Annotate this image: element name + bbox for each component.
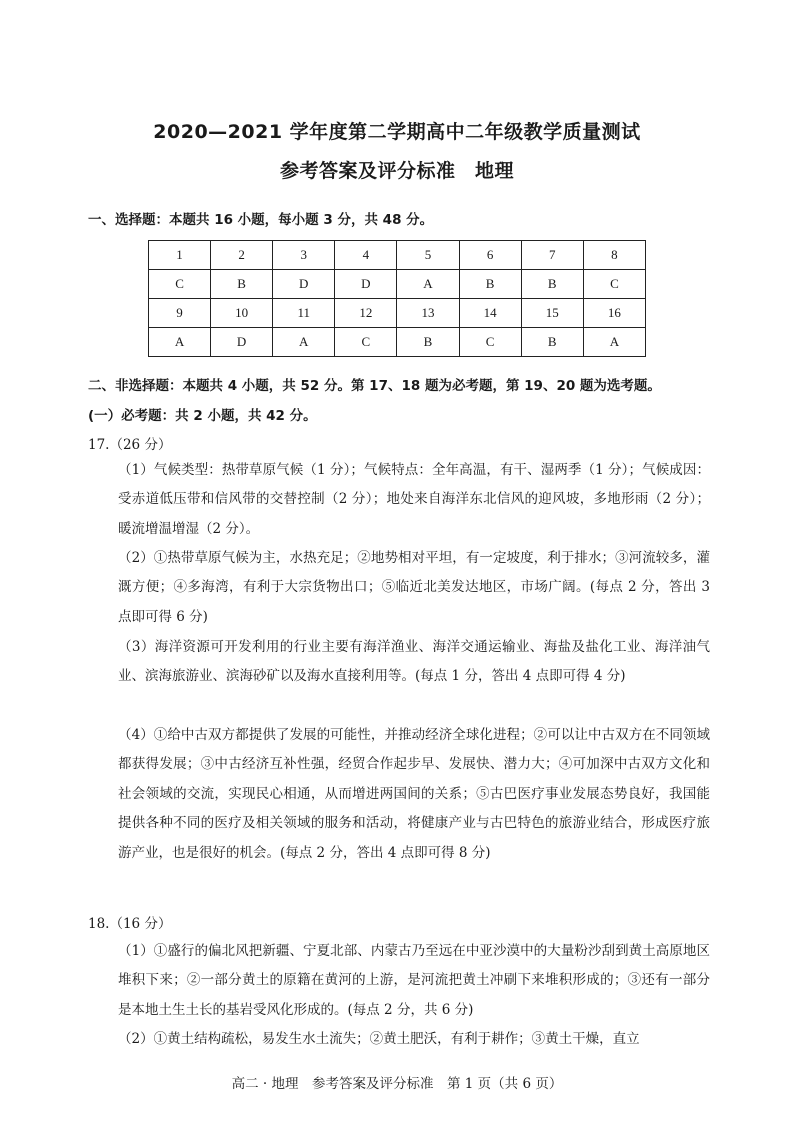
question-number-cell: 13 [397,299,459,328]
answer-cell: D [335,270,397,299]
answer-cell: D [273,270,335,299]
answer-cell: C [459,328,521,357]
answer-cell: A [149,328,211,357]
question-number-cell: 10 [211,299,273,328]
q17-label: 17.（26 分） [88,437,172,453]
q18-label: 18.（16 分） [88,916,172,932]
question-number-cell: 5 [397,241,459,270]
answer-cell: B [459,270,521,299]
question-number-cell: 8 [583,241,645,270]
q17-part3: （3）海洋资源可开发利用的行业主要有海洋渔业、海洋交通运输业、海盐及盐化工业、海洋油气业、滨海旅游业、滨海砂矿以及海水直接利用等。(每点 1 分，答出 4 点即可得 4 分) [118,639,710,685]
document-subtitle: 参考答案及评分标准 地理 [279,160,514,182]
answer-table-row [149,328,646,357]
answer-cell: B [521,328,583,357]
q18-part2: （2）①黄土结构疏松，易发生水土流失；②黄土肥沃，有利于耕作；③黄土干燥，直立 [118,1031,640,1047]
answer-cell: A [397,270,459,299]
q18-part1: （1）①盛行的偏北风把新疆、宁夏北部、内蒙古乃至远在中亚沙漠中的大量粉沙刮到黄土高原地区堆积下来；②一部分黄土的原籍在黄河的上游，是河流把黄土冲刷下来堆积形成的；③还有一部分是本地土生土长的基岩受风化形成的。(每点 2 分，共 6 分) [118,943,710,1018]
question-number-cell: 3 [273,241,335,270]
question-number-cell: 2 [211,241,273,270]
question-number-cell: 11 [273,299,335,328]
document-title: 2020—2021 学年度第二学期高中二年级教学质量测试 [153,121,641,143]
q17-part4: （4）①给中古双方都提供了发展的可能性，并推动经济全球化进程；②可以让中古双方在不同领域都获得发展；③中古经济互补性强，经贸合作起步早、发展快、潜力大；④可加深中古双方文化和社会领域的交流，实现民心相通，从而增进两国间的关系；⑤古巴医疗事业发展态势良好，我国能提供各种不同的医疗及相关领域的服务和活动，将健康产业与古巴特色的旅游业结合，形成医疗旅游产业，也是很好的机会。(每点 2 分，答出 4 点即可得 8 分) [118,727,710,861]
question-number-cell: 6 [459,241,521,270]
question-number-cell: 14 [459,299,521,328]
q17-part2: （2）①热带草原气候为主，水热充足；②地势相对平坦，有一定坡度，利于排水；③河流较多，灌溉方便；④多海湾，有利于大宗货物出口；⑤临近北美发达地区，市场广阔。(每点 2 分，答出 3 点即可得 6 分) [118,550,710,625]
question-number-cell: 7 [521,241,583,270]
answer-table-row [149,241,646,270]
page-footer: 高二 · 地理 参考答案及评分标准 第 1 页（共 6 页） [231,1076,563,1092]
answer-cell: D [211,328,273,357]
answer-cell: B [521,270,583,299]
q17-part1: （1）气候类型：热带草原气候（1 分）；气候特点：全年高温，有干、湿两季（1 分）；气候成因：受赤道低压带和信风带的交替控制（2 分）；地处来自海洋东北信风的迎风坡，多地形雨（2 分）；暖流增温增湿（2 分）。 [118,462,710,537]
question-number-cell: 12 [335,299,397,328]
answer-cell: B [211,270,273,299]
question-number-cell: 9 [149,299,211,328]
required-heading: (一）必考题：共 2 小题，共 42 分。 [88,408,317,424]
question-number-cell: 4 [335,241,397,270]
answer-cell: A [273,328,335,357]
answer-table-row [149,299,646,328]
section1-heading: 一、选择题：本题共 16 小题，每小题 3 分，共 48 分。 [88,212,434,228]
question-number-cell: 16 [583,299,645,328]
answer-cell: C [149,270,211,299]
answer-table [148,240,646,357]
question-number-cell: 1 [149,241,211,270]
answer-table-row [149,270,646,299]
answer-cell: C [335,328,397,357]
answer-cell: B [397,328,459,357]
answer-cell: A [583,328,645,357]
question-number-cell: 15 [521,299,583,328]
answer-cell: C [583,270,645,299]
section2-heading: 二、非选择题：本题共 4 小题，共 52 分。第 17、18 题为必考题，第 19、20 题为选考题。 [88,378,661,394]
